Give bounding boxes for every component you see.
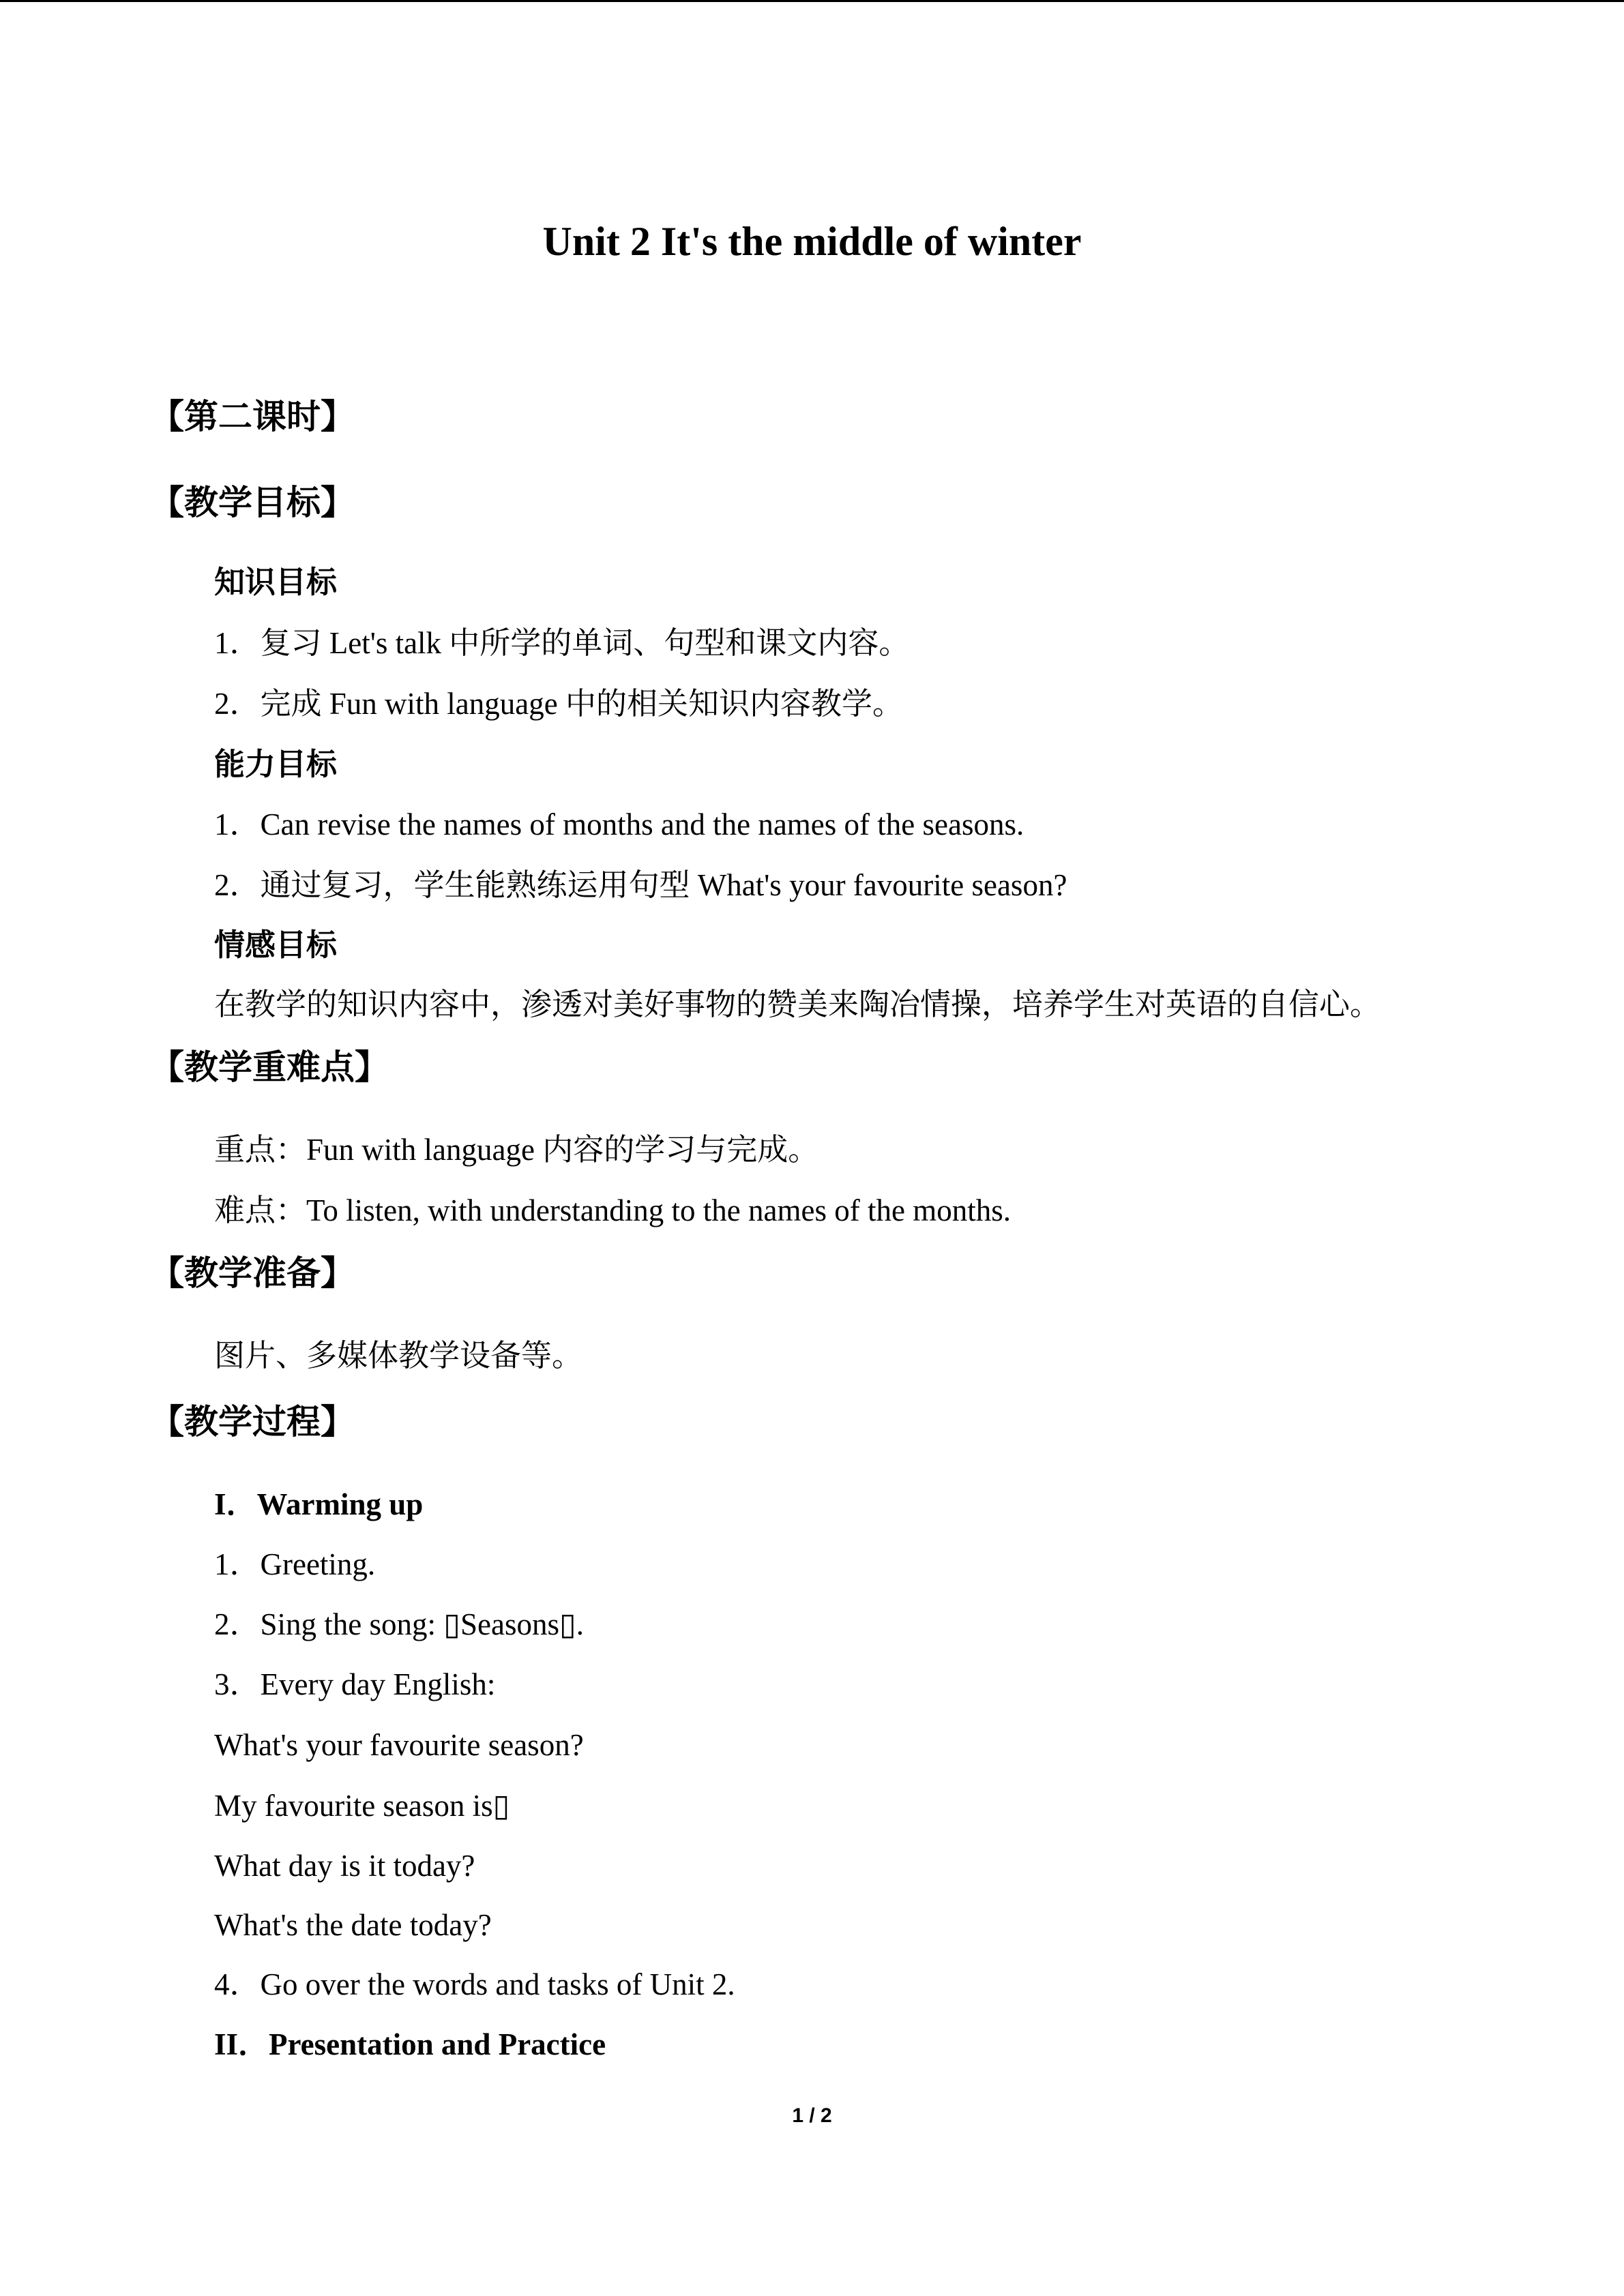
preparation-text: 图片、多媒体教学设备等。 <box>214 1339 583 1373</box>
key-point-focus: 重点：Fun with language 内容的学习与完成。 <box>214 1133 819 1167</box>
section-objectives: 【教学目标】 <box>150 483 355 522</box>
step-1-title: I．Warming up <box>214 1487 424 1521</box>
step-1-item-1: 1．Greeting. <box>214 1547 376 1581</box>
ability-item-1: 1．Can revise the names of months and the names of the seasons. <box>214 807 1024 841</box>
daily-english-line-1: What's your favourite season? <box>214 1728 584 1762</box>
knowledge-item-2: 2．完成 Fun with language 中的相关知识内容教学。 <box>214 687 903 721</box>
emotion-objective-label: 情感目标 <box>214 927 338 963</box>
step-1-item-4: 4．Go over the words and tasks of Unit 2. <box>214 1967 735 2001</box>
step-1-item-2: 2．Sing the song: ▯Seasons▯. <box>214 1607 585 1641</box>
key-point-difficulty: 难点：To listen, with understanding to the names of the months. <box>214 1193 1011 1227</box>
step-2-title: II．Presentation and Practice <box>214 2027 606 2061</box>
section-preparation: 【教学准备】 <box>150 1253 355 1293</box>
page-number: 1 / 2 <box>792 2104 832 2127</box>
document-title: Unit 2 It's the middle of winter <box>542 219 1082 264</box>
section-lesson: 【第二课时】 <box>150 397 355 436</box>
step-1-item-3: 3．Every day English: <box>214 1667 496 1701</box>
emotion-objective-text: 在教学的知识内容中，渗透对美好事物的赞美来陶冶情操，培养学生对英语的自信心。 <box>214 987 1381 1022</box>
section-process: 【教学过程】 <box>150 1402 355 1442</box>
daily-english-line-4: What's the date today? <box>214 1908 492 1942</box>
daily-english-line-2: My favourite season is▯ <box>214 1789 510 1823</box>
ability-item-2: 2．通过复习，学生能熟练运用句型 What's your favourite season? <box>214 868 1067 902</box>
ability-objective-label: 能力目标 <box>214 746 338 782</box>
knowledge-item-1: 1．复习 Let's talk 中所学的单词、句型和课文内容。 <box>214 626 910 660</box>
knowledge-objective-label: 知识目标 <box>214 564 338 600</box>
daily-english-line-3: What day is it today? <box>214 1849 475 1883</box>
section-key-points: 【教学重难点】 <box>150 1047 389 1087</box>
